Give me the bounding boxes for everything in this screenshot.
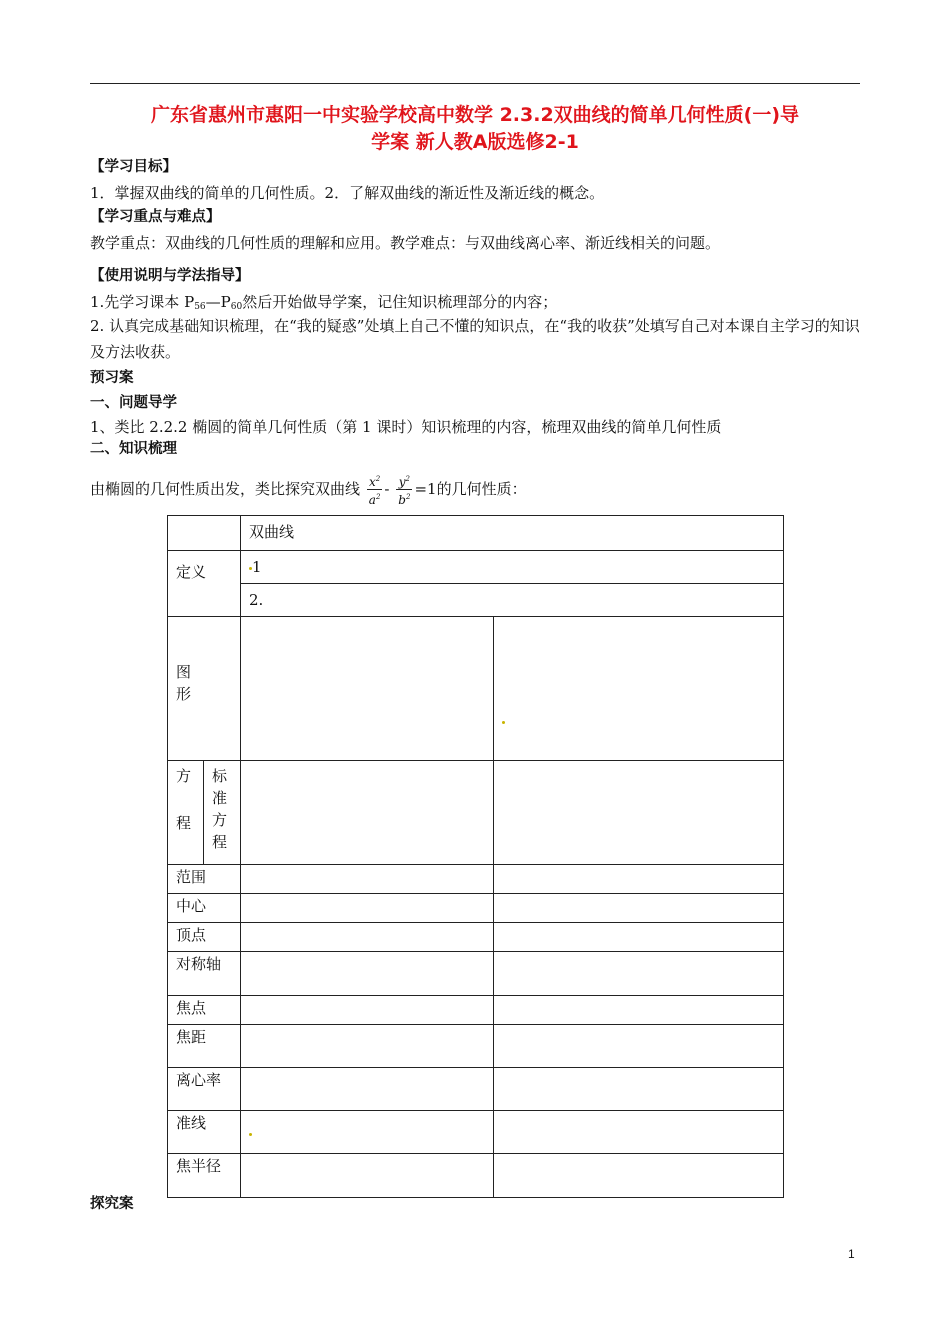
range-cell-left[interactable] [241,865,494,894]
explore-heading: 探究案 [90,1196,134,1212]
foci-cell-right[interactable] [494,996,784,1025]
definition-1-cell[interactable]: 1 [241,551,784,584]
row-label-vertex: 顶点 [168,923,241,952]
vertex-cell-left[interactable] [241,923,494,952]
row-label-center: 中心 [168,894,241,923]
directrix-cell-left[interactable] [241,1111,494,1154]
section-2-heading: 二、知识梳理 [90,441,177,457]
axis-cell-right[interactable] [494,952,784,996]
title-line-2: 学案 新人教A版选修2-1 [371,131,579,153]
intro-with-formula: 由椭圆的几何性质出发，类比探究双曲线 $\frac{x^2}{a^2}$ - $\frac{y^2}{b^2}$ =1的几何性质： [90,468,865,509]
key-points-text: 教学重点：双曲线的几何性质的理解和应用。教学难点：与双曲线离心率、渐近线相关的问题。 [90,234,721,252]
title-line-1: 广东省惠州市惠阳一中实验学校高中数学 2.3.2双曲线的简单几何性质(一)导 [150,104,800,126]
preview-heading: 预习案 [90,370,134,386]
row-label-equation: 方 程 [168,761,204,865]
objectives-text: 1．掌握双曲线的简单的几何性质。2．了解双曲线的渐近性及渐近线的概念。 [90,184,605,202]
row-label-definition: 定义 [168,551,241,617]
section-1-text: 1、类比 2.2.2 椭圆的简单几何性质（第 1 课时）知识梳理的内容，梳理双曲线的简单几何性质 [90,418,722,436]
row-label-eccentricity: 离心率 [168,1068,241,1111]
fraction-x-over-a: $\frac{x^2}{a^2}$ [367,472,383,507]
focal-distance-cell-right[interactable] [494,1025,784,1068]
row-label-standard-equation: 标 准 方 程 [204,761,241,865]
range-cell-right[interactable] [494,865,784,894]
row-label-foci: 焦点 [168,996,241,1025]
table-header-hyperbola: 双曲线 [241,516,784,551]
fraction-y-over-b: $\frac{y^2}{b^2}$ [396,472,412,507]
directrix-cell-right[interactable] [494,1111,784,1154]
foci-cell-left[interactable] [241,996,494,1025]
objectives-heading: 【学习目标】 [90,159,177,175]
table-corner-cell [168,516,241,551]
row-label-range: 范围 [168,865,241,894]
row-label-directrix: 准线 [168,1111,241,1154]
row-label-axis-of-symmetry: 对称轴 [168,952,241,996]
vertex-cell-right[interactable] [494,923,784,952]
key-points-heading: 【学习重点与难点】 [90,209,221,225]
axis-cell-left[interactable] [241,952,494,996]
eccentricity-cell-right[interactable] [494,1068,784,1111]
focal-distance-cell-left[interactable] [241,1025,494,1068]
row-label-focal-radius: 焦半径 [168,1154,241,1198]
hyperbola-properties-table [167,515,784,1198]
focal-radius-cell-right[interactable] [494,1154,784,1198]
graph-cell-left[interactable] [241,617,494,761]
equation-cell-left[interactable] [241,761,494,865]
graph-cell-right[interactable] [494,617,784,761]
document-title [90,102,860,156]
row-label-graph: 图 形 [168,617,241,761]
row-label-focal-distance: 焦距 [168,1025,241,1068]
center-cell-left[interactable] [241,894,494,923]
equation-cell-right[interactable] [494,761,784,865]
center-cell-right[interactable] [494,894,784,923]
section-1-heading: 一、问题导学 [90,395,177,411]
eccentricity-cell-left[interactable] [241,1068,494,1111]
top-rule [90,83,860,84]
instruction-item-1: 1.先学习课本 $P_{56}—P_{60}$然后开始做导学案，记住知识梳理部分的内容； [90,293,558,312]
page-number: 1 [848,1247,855,1261]
instructions-heading: 【使用说明与学法指导】 [90,268,250,284]
instruction-item-2: 2. 认真完成基础知识梳理，在“我的疑惑”处填上自己不懂的知识点，在“我的收获”处填写自己对本课自主学习的知识及方法收获。 [90,317,860,361]
focal-radius-cell-left[interactable] [241,1154,494,1198]
definition-2-cell[interactable]: 2. [241,584,784,617]
